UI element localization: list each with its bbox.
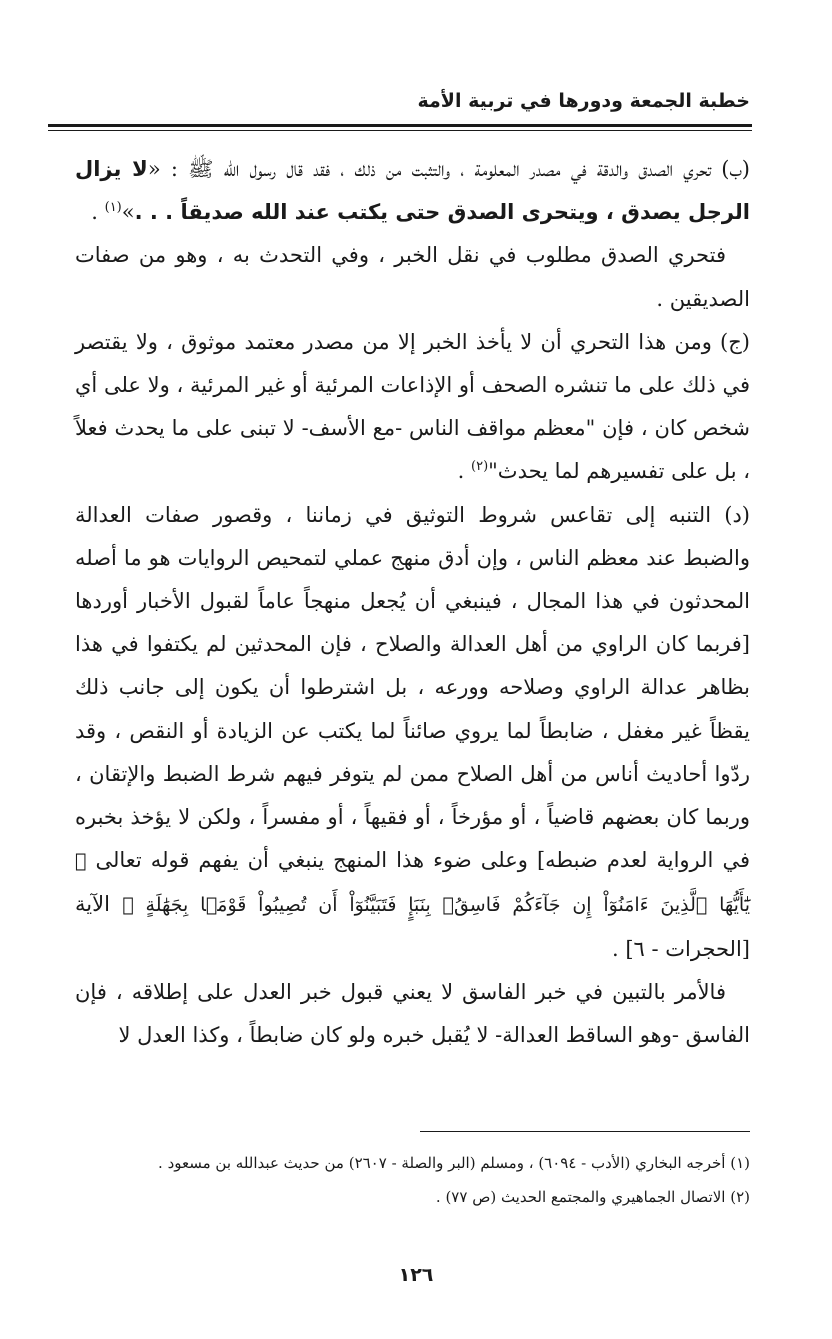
paragraph-truth-seeking: فتحري الصدق مطلوب في نقل الخبر ، وفي التحدث به ، وهو من صفات الصديقين .: [75, 243, 750, 311]
paragraph-conclusion: فالأمر بالتبين في خبر الفاسق لا يعني قبول خبر العدل على إطلاقه ، فإن الفاسق -وهو الساقط العدالة- لا يُقبل خبره ولو كان ضابطاً ، وكذا العدل لا: [75, 979, 750, 1048]
header-rule: [48, 124, 752, 127]
running-header: خطبة الجمعة ودورها في تربية الأمة: [417, 90, 750, 112]
header-rule-thin: [48, 130, 752, 131]
page-number: ١٢٦: [398, 1264, 434, 1286]
footnote-ref-2: (٢): [471, 459, 489, 475]
footnote-ref-1: (١): [104, 200, 122, 216]
paragraph-d: (د) التنبه إلى تقاعس شروط التوثيق في زماننا ، وقصور صفات العدالة والضبط عند معظم الناس ، وإن أدق منهج عملي لتمحيص الروايات هو ما أصله المحدثون في هذا المجال ، فينبغي أن يُجعل منهجاً عاماً لقبول الأخبار أوردها [فربما كان الراوي من أهل العدالة والصلاح ، فإن المحدثين لم يكتفوا في هذا بظاهر عدالة الراوي وصلاحه وورعه ، بل اشترطوا أن يكون إلى جانب ذلك يقظاً غير مغفل ، ضابطاً لما يروي صائناً لما يكتب عن الزيادة أو النقص ، وقد ردّوا أحاديث أناس من أهل الصلاح ممن لم يتوفر فيهم شرط الضبط والإتقان ، وربما كان بعضهم قاضياً ، أو مؤرخاً ، أو فقيهاً ، أو مفسراً ، ولكن لا يؤخذ بخبره في الرواية لعدم ضبطه] وعلى ضوء هذا المنهج ينبغي أن يفهم قوله تعالى ﴿ يَٰٓأَيُّهَا ٱلَّذِينَ ءَامَنُوٓاْ إِن جَآءَكُمْ فَاسِقُۢ بِنَبَإٍ فَتَبَيَّنُوٓاْ أَن تُصِيبُواْ قَوْمَۢا بِجَهَٰلَةٍ ﴾ الآية [الحجرات - ٦] .: [75, 502, 750, 961]
paragraph-c: (ج) ومن هذا التحري أن لا يأخذ الخبر إلا من مصدر معتمد موثوق ، ولا يقتصر في ذلك على ما تنشره الصحف أو الإذاعات المرئية أو غير المرئية ، ولا على أي شخص كان ، فإن "معظم مواقف الناس -مع الأسف- لا تبنى على ما يحدث فعلاً ، بل على تفسيرهم لما يحدث"$^{(٢)}$ .: [75, 329, 750, 484]
footnotes: [70, 1146, 750, 1214]
body-text: [75, 148, 750, 1057]
footnote-2: (٢) الاتصال الجماهيري والمجتمع الحديث (ص ٧٧) .: [435, 1188, 750, 1206]
paragraph-b: (ب) تحري الصدق والدقة في مصدر المعلومة ، والتثبت من ذلك ، فقد قال رسول الله ﷺ : «لا يزال الرجل يصدق ، ويتحرى الصدق حتى يكتب عند الله صديقاً . . .»$^{(١)}$ .: [75, 157, 750, 225]
quran-verse: ﴿ يَٰٓأَيُّهَا ٱلَّذِينَ ءَامَنُوٓاْ إِن جَآءَكُمْ فَاسِقُۢ بِنَبَإٍ فَتَبَيَّنُوٓاْ أَن تُصِيبُواْ قَوْمَۢا بِجَهَٰلَةٍ ﴾: [75, 850, 750, 917]
footnote-rule: [420, 1131, 750, 1132]
hadith-quote: لا يزال الرجل يصدق ، ويتحرى الصدق حتى يكتب عند الله صديقاً . . .: [75, 157, 750, 225]
footnote-1: (١) أخرجه البخاري (الأدب - ٦٠٩٤) ، ومسلم (البر والصلة - ٢٦٠٧) من حديث عبدالله بن مسعود .: [158, 1154, 750, 1172]
